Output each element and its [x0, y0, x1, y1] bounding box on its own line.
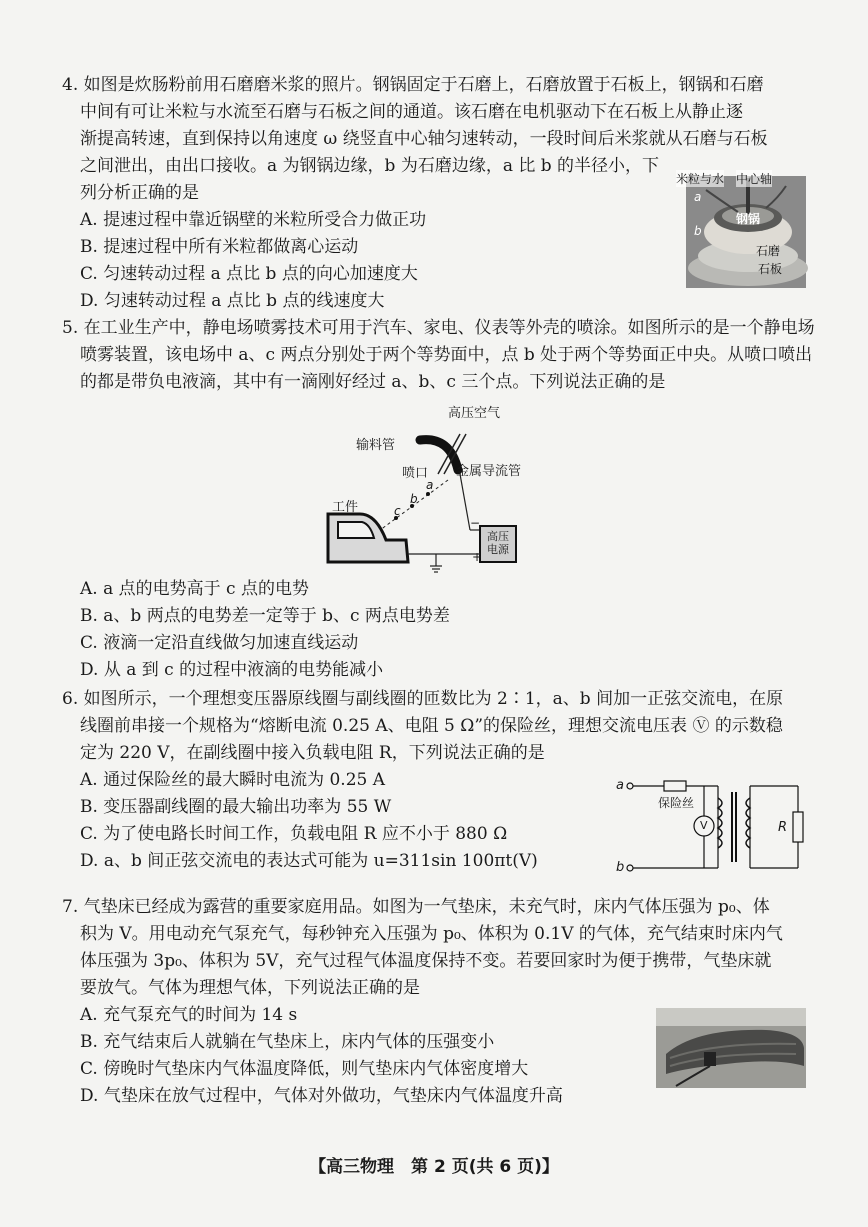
q4-option-a: A. 提速过程中靠近锅壁的米粒所受合力做正功: [80, 210, 427, 230]
q7-option-a: A. 充气泵充气的时间为 14 s: [80, 1005, 298, 1025]
label-steel-pot: 钢锅: [736, 212, 761, 226]
q6-option-a: A. 通过保险丝的最大瞬时电流为 0.25 A: [80, 770, 386, 790]
label-terminal-b: b: [616, 860, 625, 875]
q5-option-c: C. 液滴一定沿直线做匀加速直线运动: [80, 633, 359, 653]
spray-diagram: [310, 400, 530, 580]
label-nozzle: 喷口: [402, 466, 429, 481]
label-feed-pipe: 输料管: [356, 438, 396, 453]
q4-line-1: 4. 如图是炊肠粉前用石磨磨米浆的照片。钢锅固定于石磨上，石磨放置于石板上，钢锅和石磨: [62, 75, 764, 95]
q4-line-4: 之间泄出，由出口接收。a 为钢锅边缘，b 为石磨边缘，a 比 b 的半径小，下: [80, 156, 660, 176]
label-fuse: 保险丝: [658, 796, 695, 810]
transformer-circuit: [618, 776, 808, 876]
q7-option-d: D. 气垫床在放气过程中，气体对外做功，气垫床内气体温度升高: [80, 1086, 563, 1106]
q6-option-d: D. a、b 间正弦交流电的表达式可能为 u=311sin 100πt(V): [80, 851, 538, 871]
label-point-a: a: [426, 478, 434, 492]
q4-line-3: 渐提高转速，直到保持以角速度 ω 绕竖直中心轴匀速转动，一段时间后米浆就从石磨与石板: [80, 129, 768, 149]
label-point-b: b: [410, 492, 418, 506]
label-hv-power: 高压电源: [487, 530, 509, 556]
q5-option-b: B. a、b 两点的电势差一定等于 b、c 两点电势差: [80, 606, 450, 626]
q4-option-d: D. 匀速转动过程 a 点比 b 点的线速度大: [80, 291, 385, 311]
question-5: [62, 315, 815, 396]
question-5-options: [62, 576, 812, 684]
label-metal-guide-tube: 金属导流管: [456, 464, 522, 479]
q7-option-c: C. 傍晚时气垫床内气体温度降低，则气垫床内气体密度增大: [80, 1059, 529, 1079]
q4-option-c: C. 匀速转动过程 a 点比 b 点的向心加速度大: [80, 264, 418, 284]
label-stone-slab: 石板: [758, 262, 783, 276]
label-minus: −: [470, 516, 481, 530]
label-rice-water: 米粒与水: [676, 172, 725, 186]
q5-option-d: D. 从 a 到 c 的过程中液滴的电势能减小: [80, 660, 384, 680]
q7-line-1: 7. 气垫床已经成为露营的重要家庭用品。如图为一气垫床，未充气时，床内气体压强为 p₀、体: [62, 897, 770, 917]
q6-option-b: B. 变压器副线圈的最大输出功率为 55 W: [80, 797, 392, 817]
q7-line-3: 体压强为 3p₀、体积为 5V，充气过程气体温度保持不变。若要回家时为便于携带，气垫床就: [80, 951, 772, 971]
q4-line-5: 列分析正确的是: [80, 183, 199, 203]
q6-line-2: 线圈前串接一个规格为“熔断电流 0.25 A、电阻 5 Ω”的保险丝，理想交流电压表 Ⓥ 的示数稳: [80, 716, 783, 736]
q6-line-1: 6. 如图所示，一个理想变压器原线圈与副线圈的匝数比为 2∶1，a、b 间加一正弦交流电，在原: [62, 689, 784, 709]
q7-line-4: 要放气。气体为理想气体，下列说法正确的是: [80, 978, 420, 998]
q5-line-3: 的都是带负电液滴，其中有一滴刚好经过 a、b、c 三个点。下列说法正确的是: [80, 372, 666, 392]
q7-line-2: 积为 V。用电动充气泵充气，每秒钟充入压强为 p₀、体积为 0.1V 的气体，充气结束时床内气: [80, 924, 783, 944]
q6-option-c: C. 为了使电路长时间工作，负载电阻 R 应不小于 880 Ω: [80, 824, 508, 844]
label-center-axis: 中心轴: [736, 172, 773, 186]
q5-line-1: 5. 在工业生产中，静电场喷雾技术可用于汽车、家电、仪表等外壳的喷涂。如图所示的是一个静电场: [62, 318, 815, 338]
label-workpiece: 工件: [332, 500, 359, 515]
label-terminal-a: a: [616, 778, 624, 793]
q7-option-b: B. 充气结束后人就躺在气垫床上，床内气体的压强变小: [80, 1032, 495, 1052]
q4-line-2: 中间有可让米粒与水流至石磨与石板之间的通道。该石磨在电机驱动下在石板上从静止逐: [80, 102, 743, 122]
q4-option-b: B. 提速过程中所有米粒都做离心运动: [80, 237, 359, 257]
stone-mill-photo: [676, 172, 806, 288]
label-voltmeter: V: [700, 819, 708, 832]
q5-option-a: A. a 点的电势高于 c 点的电势: [80, 579, 309, 599]
label-resistor-r: R: [778, 820, 788, 835]
label-high-pressure-air: 高压空气: [448, 406, 501, 421]
label-point-c: c: [394, 504, 401, 518]
label-b: b: [694, 224, 702, 238]
label-plus: +: [472, 550, 483, 564]
page-footer: 【高三物理 第 2 页(共 6 页)】: [309, 1157, 559, 1177]
q6-line-3: 定为 220 V，在副线圈中接入负载电阻 R，下列说法正确的是: [80, 743, 545, 763]
q5-line-2: 喷雾装置，该电场中 a、c 两点分别处于两个等势面中，点 b 处于两个等势面正中央。从喷口喷出: [80, 345, 813, 365]
label-stone-mill: 石磨: [756, 244, 781, 258]
label-a: a: [694, 190, 702, 204]
air-mattress-photo: [656, 1008, 806, 1088]
